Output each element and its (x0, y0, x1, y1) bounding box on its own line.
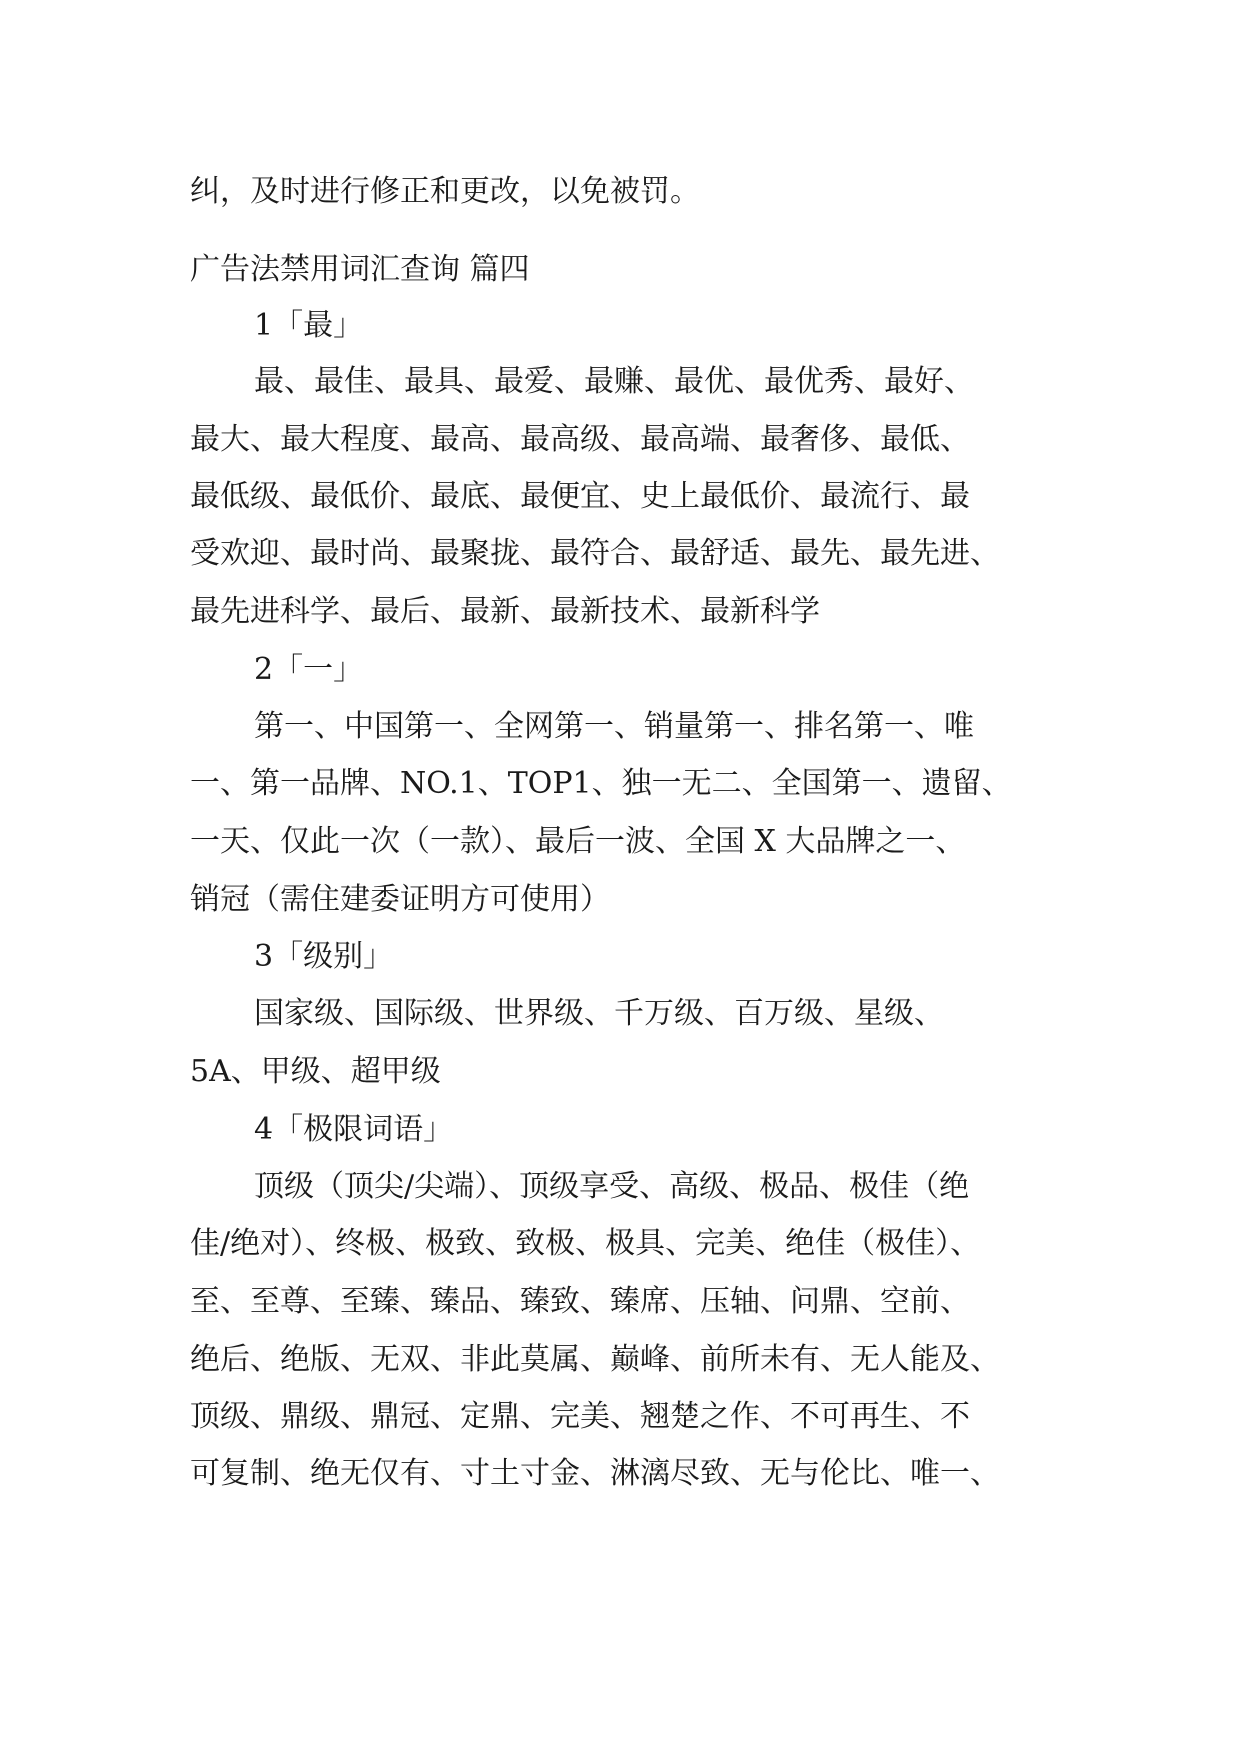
heading-2: 2「一」 (254, 652, 364, 687)
text-line-7: 受欢迎、最时尚、最聚拢、最符合、最舒适、最先、最先进、 (190, 536, 1000, 571)
text-line-11: 一、第一品牌、NO.1、TOP1、独一无二、全国第一、遗留、 (190, 766, 1012, 801)
text-line-16: 5A、甲级、超甲级 (190, 1054, 441, 1089)
text-line-5: 最大、最大程度、最高、最高级、最高端、最奢侈、最低、 (190, 422, 970, 457)
text-line-18: 顶级（顶尖/尖端）、顶级享受、高级、极品、极佳（绝 (254, 1169, 970, 1204)
text-line-23: 可复制、绝无仅有、寸土寸金、淋漓尽致、无与伦比、唯一、 (190, 1456, 1000, 1491)
text-line-20: 至、至尊、至臻、臻品、臻致、臻席、压轴、问鼎、空前、 (190, 1284, 970, 1319)
text-line-10: 第一、中国第一、全网第一、销量第一、排名第一、唯 (254, 709, 974, 744)
text-line-22: 顶级、鼎级、鼎冠、定鼎、完美、翘楚之作、不可再生、不 (190, 1399, 970, 1434)
text-line-6: 最低级、最低价、最底、最便宜、史上最低价、最流行、最 (190, 479, 970, 514)
text-line-13: 销冠（需住建委证明方可使用） (190, 882, 610, 917)
text-line-19: 佳/绝对）、终极、极致、致极、极具、完美、绝佳（极佳）、 (190, 1226, 981, 1261)
section-title: 广告法禁用词汇查询 篇四 (190, 252, 530, 287)
heading-1: 1「最」 (254, 308, 364, 343)
text-line-15: 国家级、国际级、世界级、千万级、百万级、星级、 (254, 996, 944, 1031)
text-line-1: 纠，及时进行修正和更改，以免被罚。 (190, 174, 700, 209)
text-line-21: 绝后、绝版、无双、非此莫属、巅峰、前所未有、无人能及、 (190, 1342, 1000, 1377)
text-line-12: 一天、仅此一次（一款）、最后一波、全国 X 大品牌之一、 (190, 824, 966, 859)
text-line-8: 最先进科学、最后、最新、最新技术、最新科学 (190, 594, 820, 629)
heading-3: 3「级别」 (254, 939, 394, 974)
text-line-4: 最、最佳、最具、最爱、最赚、最优、最优秀、最好、 (254, 364, 974, 399)
heading-4: 4「极限词语」 (254, 1112, 454, 1147)
